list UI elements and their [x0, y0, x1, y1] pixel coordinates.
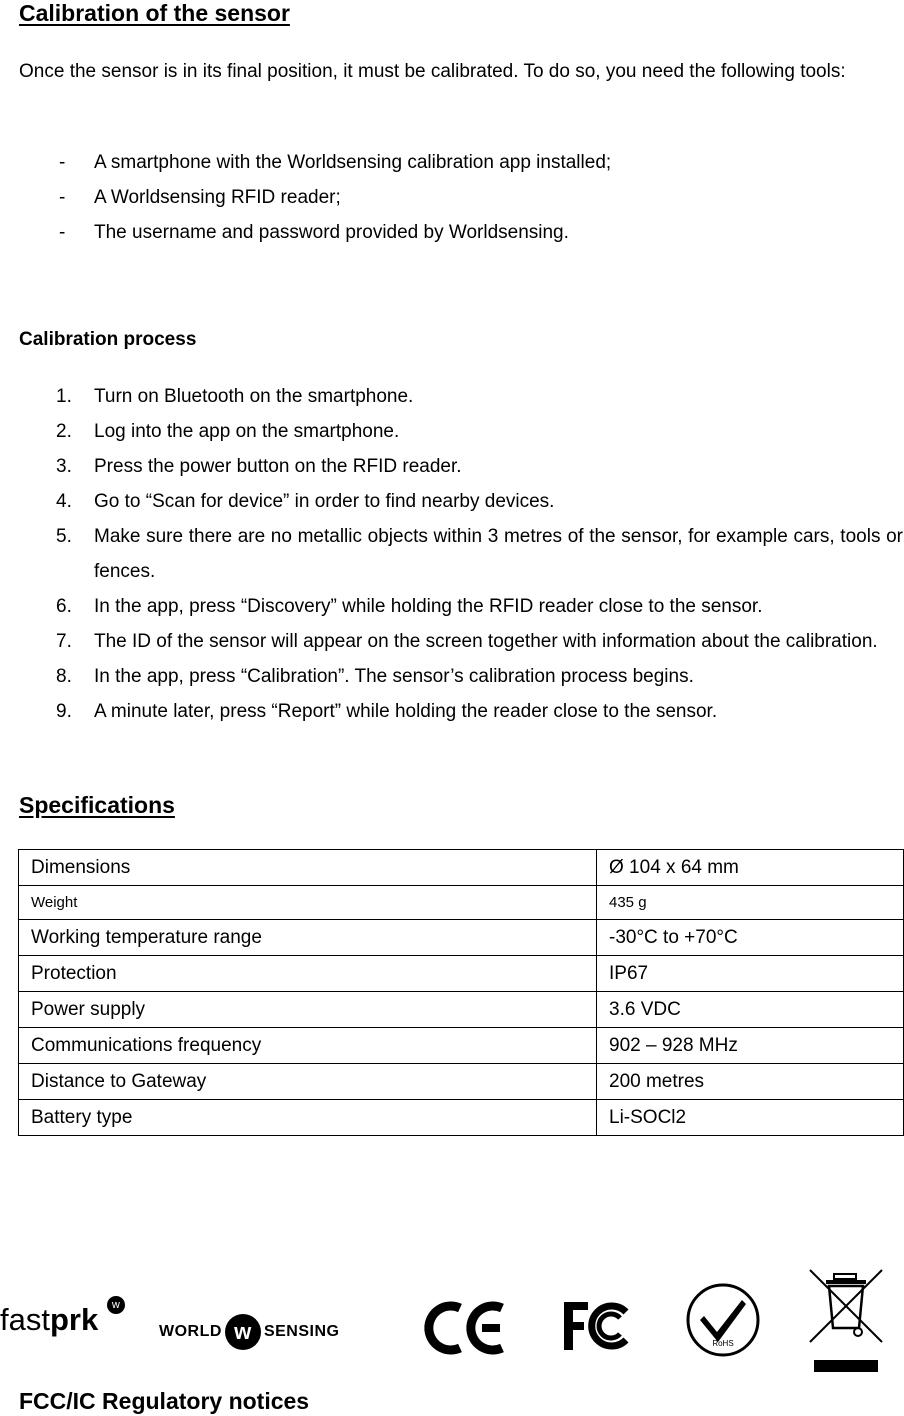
- calibration-process-title: Calibration process: [19, 329, 197, 350]
- table-row: Communications frequency 902 – 928 MHz: [19, 1028, 904, 1064]
- list-item: - A smartphone with the Worldsensing calibration app installed;: [59, 152, 612, 173]
- list-item: 9. A minute later, press “Report” while holding the reader close to the sensor.: [56, 701, 718, 722]
- svg-text:RoHS: RoHS: [712, 1339, 734, 1348]
- table-row: Battery type Li-SOCl2: [19, 1100, 904, 1136]
- ce-mark-icon: [424, 1300, 508, 1356]
- table-row: Dimensions Ø 104 x 64 mm: [19, 850, 904, 886]
- ce-text: CE: [424, 1300, 426, 1301]
- fcc-mark-icon: [560, 1298, 632, 1354]
- weee-bin-icon: [806, 1266, 886, 1378]
- table-row: Distance to Gateway 200 metres: [19, 1064, 904, 1100]
- list-item: 8. In the app, press “Calibration”. The sensor’s calibration process begins.: [56, 666, 694, 687]
- specifications-table: [18, 849, 904, 1136]
- rohs-mark-icon: [684, 1282, 762, 1358]
- table-row: Working temperature range -30°C to +70°C: [19, 920, 904, 956]
- worldsensing-logo: WORLD w SENSING: [159, 1314, 339, 1350]
- list-item: 1. Turn on Bluetooth on the smartphone.: [56, 386, 414, 407]
- fastprk-badge: w: [107, 1296, 125, 1314]
- fastprk-logo: fastprk w: [0, 1302, 125, 1338]
- fcc-text: FC: [560, 1298, 562, 1299]
- tools-list: [19, 145, 903, 250]
- table-row: Protection IP67: [19, 956, 904, 992]
- worldsensing-mark: w: [225, 1314, 261, 1350]
- table-row: Power supply 3.6 VDC: [19, 992, 904, 1028]
- list-item: 7. The ID of the sensor will appear on the screen together with information about the calibration.: [56, 631, 878, 652]
- specifications-title: Specifications: [19, 792, 175, 818]
- calibration-title: Calibration of the sensor: [19, 0, 290, 26]
- list-item: 3. Press the power button on the RFID reader.: [56, 456, 462, 477]
- list-item: 2. Log into the app on the smartphone.: [56, 421, 400, 442]
- table-row: Weight 435 g: [19, 886, 904, 920]
- list-item: - The username and password provided by Worldsensing.: [59, 222, 569, 243]
- list-item: 6. In the app, press “Discovery” while holding the RFID reader close to the sensor.: [56, 596, 763, 617]
- calibration-steps: [19, 379, 903, 729]
- list-item: 4. Go to “Scan for device” in order to find nearby devices.: [56, 491, 555, 512]
- fcc-title: FCC/IC Regulatory notices: [19, 1388, 310, 1414]
- list-item: - A Worldsensing RFID reader;: [59, 187, 341, 208]
- list-item: 5. Make sure there are no metallic objects within 3 metres of the sensor, for example cars, tools or fences.: [56, 526, 903, 582]
- calibration-intro: Once the sensor is in its final position, it must be calibrated. To do so, you need the following tools:: [19, 61, 846, 82]
